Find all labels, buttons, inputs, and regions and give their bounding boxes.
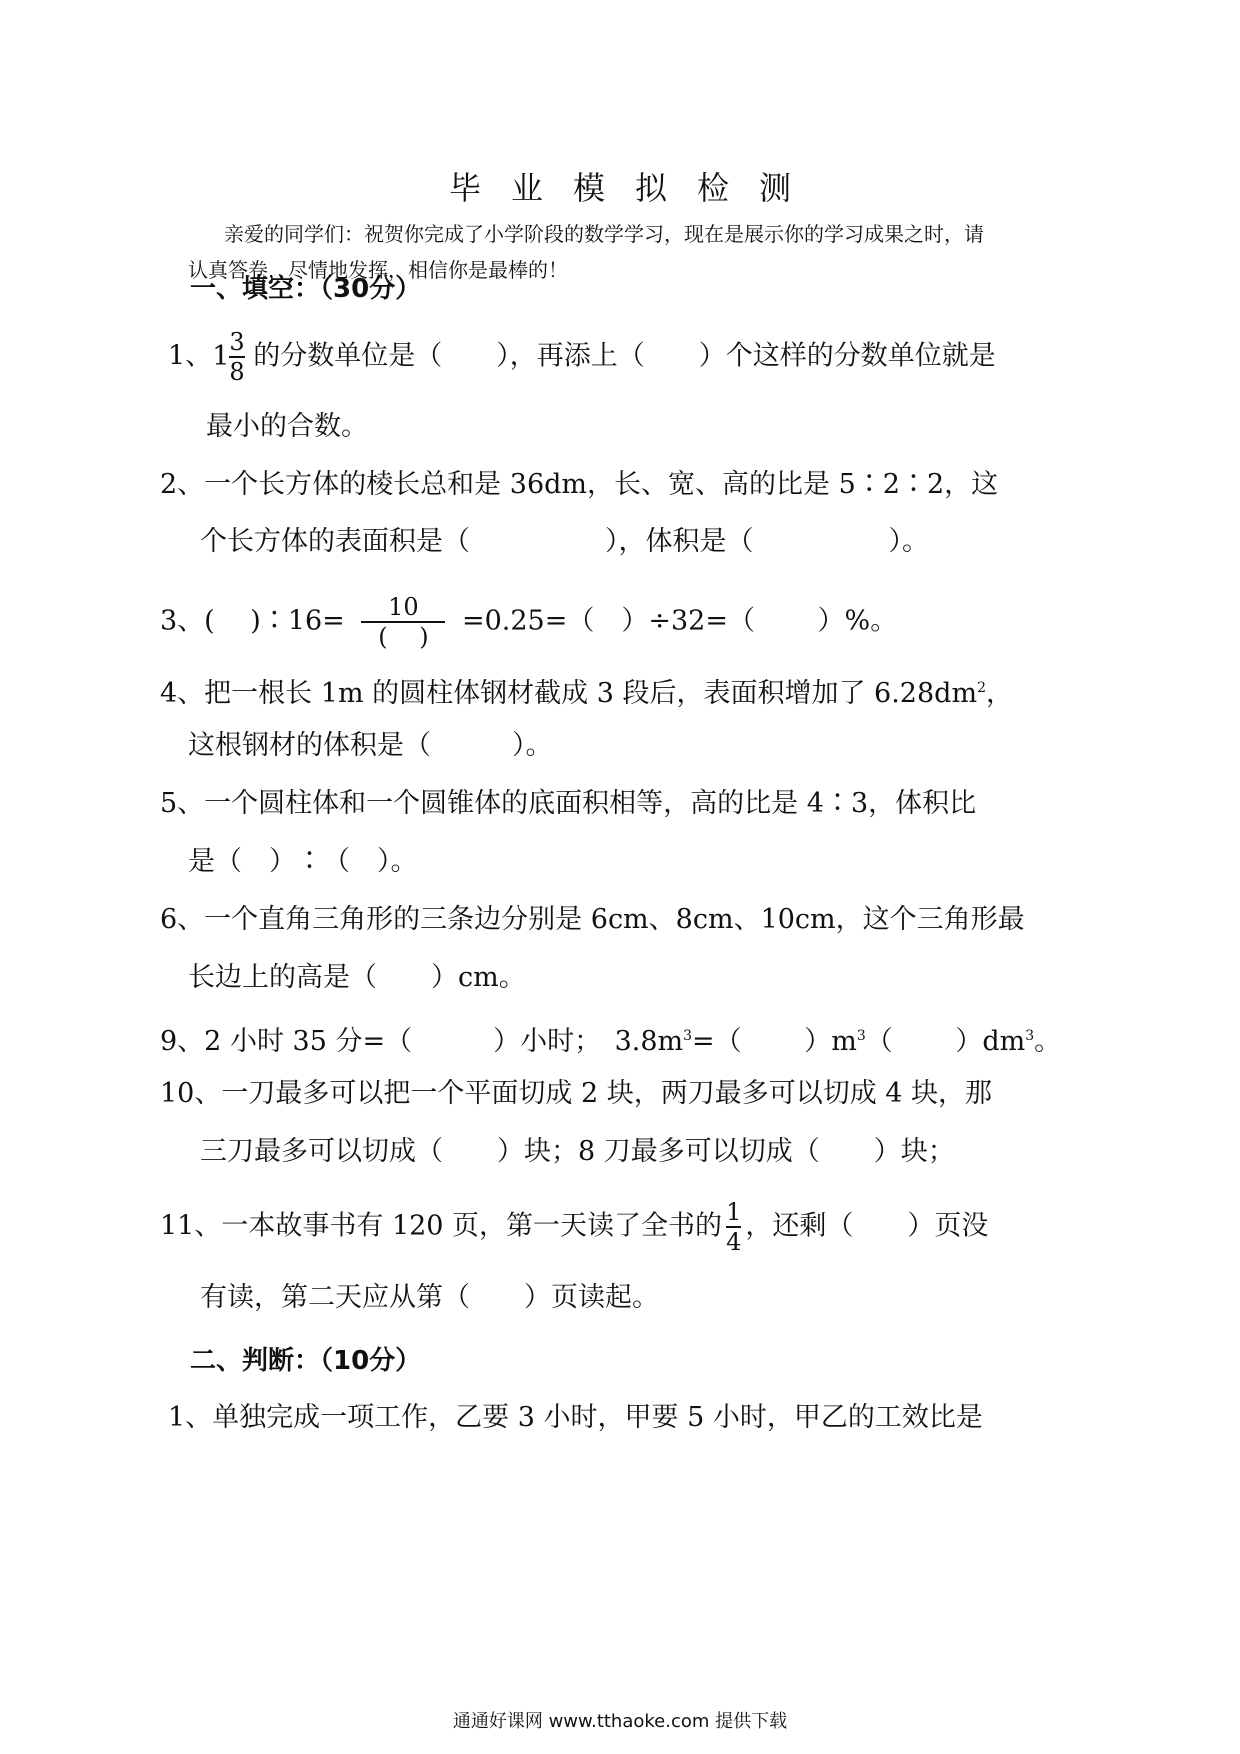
question-3-text-a: 3、( )∶16= [160, 605, 345, 637]
cube-superscript: 3 [1025, 1028, 1035, 1044]
question-1-text: 的分数单位是（ ），再添上（ ）个这样的分数单位就是 [244, 340, 996, 372]
question-2-line-2: 个长方体的表面积是（ ），体积是（ ）。 [200, 526, 929, 557]
fraction-numerator: 3 [229, 328, 245, 356]
question-2-line-1: 2、一个长方体的棱长总和是 36dm，长、宽、高的比是 5∶2∶2，这 [160, 469, 999, 500]
fraction-3-8 [229, 330, 244, 384]
question-1-number: 1、 [168, 340, 213, 372]
question-5-line-1: 5、一个圆柱体和一个圆锥体的底面积相等，高的比是 4∶3，体积比 [160, 788, 977, 819]
question-4-line-2: 这根钢材的体积是（ ）。 [188, 730, 553, 761]
page-title: 毕业模拟检测 [448, 169, 821, 207]
section-2-heading: 二、判断：（10分） [190, 1346, 422, 1376]
question-1-line-2: 最小的合数。 [206, 411, 368, 442]
question-4-line-1 [160, 668, 1013, 714]
fraction-numerator: 1 [726, 1198, 742, 1226]
fraction-numerator: 10 [388, 593, 419, 621]
intro-line-1: 亲爱的同学们：祝贺你完成了小学阶段的数学学习，现在是展示你的学习成果之时，请 [224, 222, 984, 246]
intro-line-2: 认真答卷，尽情地发挥，相信你是最棒的！ [188, 258, 568, 282]
question-5-line-2: 是（ ）∶（ ）。 [188, 846, 418, 877]
footer-credit: 通通好课网 www.tthaoke.com 提供下载 [452, 1711, 788, 1732]
question-3-line [160, 595, 897, 649]
question-9-text-a: 9、2 小时 35 分=（ ）小时； 3.8m [160, 1026, 684, 1057]
fraction-10-blank [353, 595, 453, 649]
question-10-line-1: 10、一刀最多可以把一个平面切成 2 块，两刀最多可以切成 4 块，那 [160, 1078, 993, 1109]
question-10-line-2: 三刀最多可以切成（ ）块；8 刀最多可以切成（ ）块； [200, 1136, 955, 1167]
question-4-comma: ， [985, 678, 1013, 709]
question-1-line-1 [168, 330, 996, 384]
question-3-text-b: =0.25=（ ）÷32=（ ）%。 [462, 605, 898, 637]
fraction-denominator: 8 [229, 358, 245, 386]
fraction-1-4 [722, 1200, 745, 1254]
square-superscript: 2 [977, 680, 986, 696]
question-9-text-b: =（ ）m [692, 1026, 857, 1057]
question-11-text-a: 11、一本故事书有 120 页，第一天读了全书的 [160, 1210, 723, 1242]
fraction-denominator: ( ) [378, 623, 429, 651]
question-11-line-2: 有读，第二天应从第（ ）页读起。 [200, 1282, 659, 1313]
question-6-line-1: 6、一个直角三角形的三条边分别是 6cm、8cm、10cm，这个三角形最 [160, 904, 1025, 935]
question-6-line-2: 长边上的高是（ ）cm。 [188, 962, 526, 993]
cube-superscript: 3 [683, 1028, 693, 1044]
question-9-text-d: 。 [1034, 1026, 1062, 1057]
cube-superscript: 3 [856, 1028, 866, 1044]
question-9-line [160, 1016, 1061, 1062]
judgment-1-line-1: 1、单独完成一项工作，乙要 3 小时，甲要 5 小时，甲乙的工效比是 [168, 1402, 983, 1433]
question-11-line-1 [160, 1200, 988, 1254]
question-11-text-b: ，还剩（ ）页没 [745, 1210, 989, 1242]
fraction-denominator: 4 [726, 1228, 742, 1256]
question-4-text: 4、把一根长 1m 的圆柱体钢材截成 3 段后，表面积增加了 6.28dm [160, 678, 978, 709]
mixed-number-integer: 1 [212, 341, 230, 372]
question-9-text-c: （ ）dm [865, 1026, 1026, 1057]
section-1-heading: 一、填空：（30分） [190, 274, 422, 304]
